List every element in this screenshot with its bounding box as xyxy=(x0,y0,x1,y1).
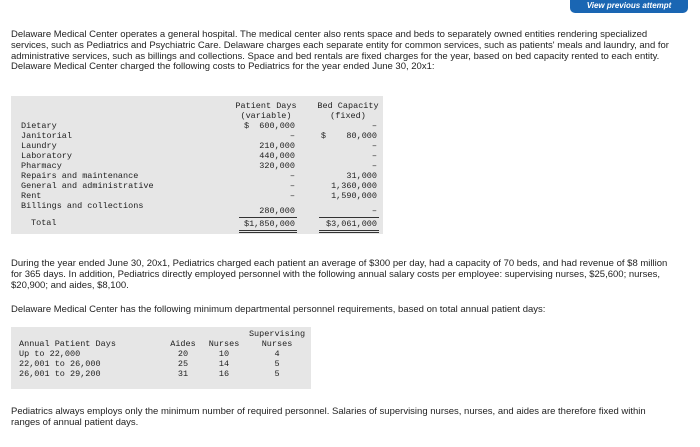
paragraph-minimum-personnel: Pediatrics always employs only the minimum number of required personnel. Salaries of supervising nurses, nurses, and aides are therefore fixed within ranges of annual patient days. xyxy=(11,406,646,428)
row-label: General and administrative xyxy=(21,181,154,191)
header-bed-capacity-fixed: (fixed) xyxy=(330,111,366,121)
subtotal-rule xyxy=(319,217,379,218)
row-range: 26,001 to 29,200 xyxy=(19,369,101,379)
header-patient-days-variable: (variable) xyxy=(240,111,292,121)
total-double-rule xyxy=(239,232,297,233)
row-nurses: 16 xyxy=(218,369,230,379)
row-bed-capacity: – xyxy=(371,161,377,171)
subtotal-rule xyxy=(239,217,297,218)
row-label: Dietary xyxy=(21,121,57,131)
header-aides: Aides xyxy=(170,339,196,349)
row-label: Repairs and maintenance xyxy=(21,171,139,181)
row-patient-days: 210,000 xyxy=(259,141,295,151)
row-aides: 31 xyxy=(177,369,189,379)
total-double-rule xyxy=(239,230,297,231)
cost-table xyxy=(11,96,383,234)
total-double-rule xyxy=(319,232,379,233)
row-bed-capacity: 31,000 xyxy=(346,171,377,181)
row-range: Up to 22,000 xyxy=(19,349,81,359)
total-bed-capacity: $3,061,000 xyxy=(325,219,377,229)
row-patient-days: $ 600,000 xyxy=(243,121,295,131)
row-range: 22,001 to 26,000 xyxy=(19,359,101,369)
paragraph-pediatrics-revenue: During the year ended June 30, 20x1, Pediatrics charged each patient an average of $300 per day, had a capacity of 70 beds, and had revenue of $8 million for 365 days. In addition, Pediatrics directly employed personnel with the following annual salary costs per employee: supervising nurses, $25,600; nurses, $20,900; and aides, $8,100. xyxy=(11,258,668,291)
row-label: Pharmacy xyxy=(21,161,62,171)
row-bed-capacity: – xyxy=(371,121,377,131)
header-patient-days: Patient Days xyxy=(235,101,297,111)
total-double-rule xyxy=(319,230,379,231)
header-supervising-nurses: Nurses xyxy=(261,339,293,349)
row-patient-days: – xyxy=(289,131,295,141)
row-patient-days: – xyxy=(289,191,295,201)
header-annual-patient-days: Annual Patient Days xyxy=(19,339,116,349)
row-bed-capacity: 1,360,000 xyxy=(331,181,377,191)
row-bed-capacity: $ 80,000 xyxy=(320,131,377,141)
row-bed-capacity: 1,590,000 xyxy=(331,191,377,201)
row-supervising: 5 xyxy=(274,359,280,369)
row-supervising: 4 xyxy=(274,349,280,359)
intro-paragraph: Delaware Medical Center operates a general hospital. The medical center also rents space and beds to separately owned entities rendering specialized services, such as Pediatrics and Psychiatric Care. Delaware charges each separate entity for common services, such as patients' meals and laundry, and for administrative services, such as billings and collections. Space and bed rentals are fixed charges for the year, based on bed capacity rented to each entity. Delaware Medical Center charged the following costs to Pediatrics for the year ended June 30, 20x1: xyxy=(11,29,669,73)
total-patient-days: $1,850,000 xyxy=(243,219,295,229)
view-previous-attempt-button[interactable]: View previous attempt xyxy=(570,0,688,13)
total-label: Total xyxy=(31,218,57,228)
row-label: Laboratory xyxy=(21,151,73,161)
row-label: Janitorial xyxy=(21,131,73,141)
header-bed-capacity: Bed Capacity xyxy=(317,101,379,111)
row-aides: 25 xyxy=(177,359,189,369)
row-nurses: 10 xyxy=(218,349,230,359)
row-label: Billings and collections xyxy=(21,201,144,211)
row-patient-days: 280,000 xyxy=(259,206,295,216)
personnel-table xyxy=(11,327,311,389)
row-label: Laundry xyxy=(21,141,57,151)
row-aides: 20 xyxy=(177,349,189,359)
row-patient-days: 440,000 xyxy=(259,151,295,161)
row-supervising: 5 xyxy=(274,369,280,379)
row-patient-days: – xyxy=(289,171,295,181)
row-patient-days: 320,000 xyxy=(259,161,295,171)
row-bed-capacity: – xyxy=(371,206,377,216)
row-nurses: 14 xyxy=(218,359,230,369)
header-nurses: Nurses xyxy=(208,339,240,349)
paragraph-personnel-requirements: Delaware Medical Center has the following minimum departmental personnel requirements, based on total annual patient days: xyxy=(11,304,546,315)
row-bed-capacity: – xyxy=(371,151,377,161)
row-bed-capacity: – xyxy=(371,141,377,151)
row-patient-days: – xyxy=(289,181,295,191)
header-supervising: Supervising xyxy=(248,329,306,339)
row-label: Rent xyxy=(21,191,42,201)
